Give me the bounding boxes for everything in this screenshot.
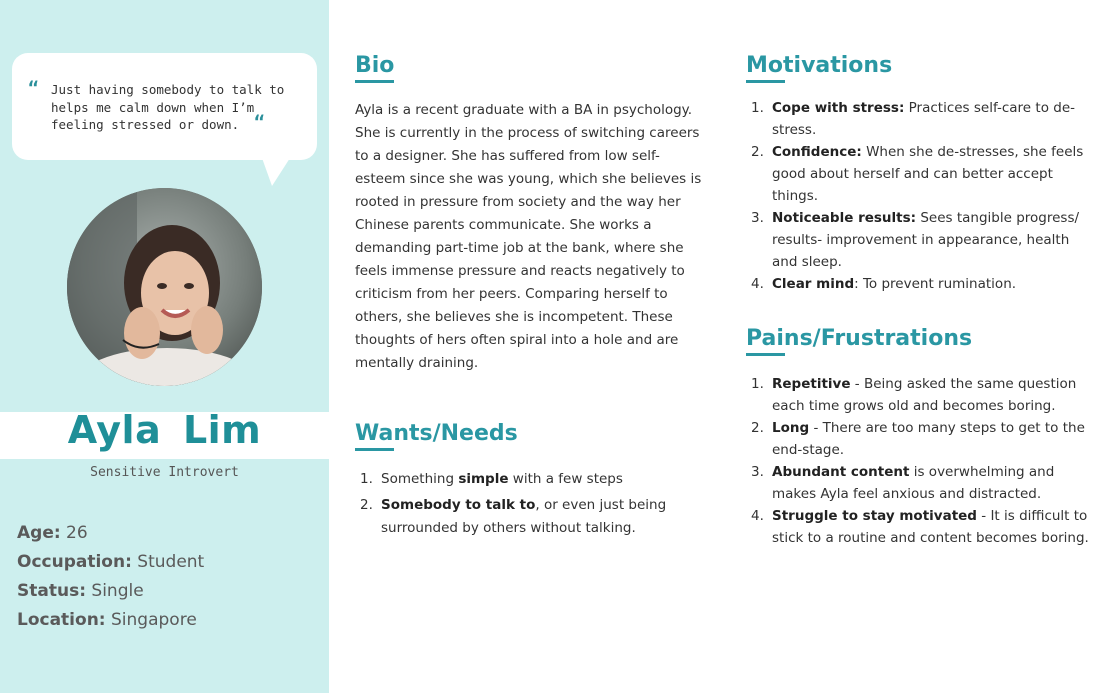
- wants-title: Wants/Needs: [355, 421, 518, 446]
- list-item: [751, 207, 1091, 273]
- wants-underline: [355, 448, 394, 451]
- fact-value: 26: [60, 523, 88, 543]
- persona-name: Ayla Lim: [67, 408, 262, 452]
- list-number: 2.: [360, 497, 373, 513]
- bio-underline: [355, 80, 394, 83]
- list-item: [360, 468, 705, 491]
- portrait-photo: [67, 188, 262, 386]
- item-text-post: - It is difficult to stick to a routine and content becomes boring.: [772, 508, 1089, 546]
- persona-quote: Just having somebody to talk to helps me calm down when I’m feeling stressed or down.: [51, 82, 285, 132]
- item-text-post: with a few steps: [508, 471, 623, 487]
- item-text-bold: Abundant content: [772, 464, 910, 480]
- list-item: [751, 417, 1091, 461]
- item-text-post: - Being asked the same question each time grows old and becomes boring.: [772, 376, 1077, 414]
- list-item: [751, 273, 1091, 295]
- fact-status: [17, 577, 204, 606]
- item-text-pre: Something: [381, 471, 459, 487]
- pains-title: Pains/Frustrations: [746, 326, 973, 351]
- item-text-bold: Cope with stress:: [772, 100, 905, 116]
- bio-text: Ayla is a recent graduate with a BA in psychology. She is currently in the process of switching careers to a designer. She has suffered from low self-esteem since she was young, which she believes is rooted in pressure from society and the way her Chinese parents communicate. She works a demanding part-time job at the bank, where she feels immense pressure and reacts negatively to criticism from her peers. Comparing herself to others, she believes she is incompetent. These thoughts of hers often spiral into a hole and are mentally draining.: [355, 102, 702, 371]
- list-item: [751, 97, 1091, 141]
- pains-list: [751, 373, 1091, 549]
- motivations-title: Motivations: [746, 53, 893, 78]
- list-number: 1.: [751, 376, 764, 392]
- avatar: [67, 188, 262, 386]
- fact-value: Single: [86, 581, 144, 601]
- list-number: 3.: [751, 464, 764, 480]
- motivations-list: [751, 97, 1091, 295]
- list-number: 2.: [751, 420, 764, 436]
- list-item: [751, 141, 1091, 207]
- bio-title: Bio: [355, 53, 395, 78]
- item-text-post: : To prevent rumination.: [854, 276, 1017, 292]
- item-text-bold: Long: [772, 420, 810, 436]
- persona-facts: [17, 519, 204, 635]
- item-text-post: When she de-stresses, she feels good about herself and can better accept things.: [772, 144, 1084, 204]
- motivations-underline: [746, 80, 785, 83]
- item-text-bold: Confidence:: [772, 144, 862, 160]
- item-text-bold: Repetitive: [772, 376, 851, 392]
- item-text-bold: simple: [458, 471, 509, 487]
- item-text-post: - There are too many steps to get to the end-stage.: [772, 420, 1085, 458]
- quote-close-mark: “: [254, 112, 265, 133]
- list-item: [360, 494, 705, 540]
- list-item: [751, 461, 1091, 505]
- item-text-post: , or even just being surrounded by others without talking.: [381, 497, 667, 536]
- fact-value: Student: [131, 552, 205, 572]
- item-text-bold: Clear mind: [772, 276, 855, 292]
- item-text-post: Sees tangible progress/ results- improvement in appearance, health and sleep.: [772, 210, 1080, 270]
- fact-age: [17, 519, 204, 548]
- quote-open-mark: “: [28, 78, 39, 99]
- list-number: 3.: [751, 210, 764, 226]
- fact-label: Occupation:: [17, 552, 132, 572]
- item-text-bold: Struggle to stay motivated: [772, 508, 977, 524]
- fact-label: Age:: [17, 523, 61, 543]
- list-number: 1.: [751, 100, 764, 116]
- list-number: 4.: [751, 508, 764, 524]
- fact-location: [17, 606, 204, 635]
- fact-occupation: [17, 548, 204, 577]
- list-number: 4.: [751, 276, 764, 292]
- quote-bubble-tail: [262, 158, 290, 186]
- item-text-post: Practices self-care to de-stress.: [772, 100, 1075, 138]
- pains-underline: [746, 353, 785, 356]
- item-text-post: is overwhelming and makes Ayla feel anxious and distracted.: [772, 464, 1055, 502]
- list-number: 1.: [360, 471, 373, 487]
- fact-label: Location:: [17, 610, 106, 630]
- wants-list: [360, 468, 705, 540]
- list-item: [751, 505, 1091, 549]
- list-number: 2.: [751, 144, 764, 160]
- list-item: [751, 373, 1091, 417]
- fact-value: Singapore: [105, 610, 197, 630]
- persona-tagline: Sensitive Introvert: [90, 465, 239, 480]
- item-text-bold: Noticeable results:: [772, 210, 917, 226]
- fact-label: Status:: [17, 581, 86, 601]
- item-text-bold: Somebody to talk to: [381, 497, 536, 513]
